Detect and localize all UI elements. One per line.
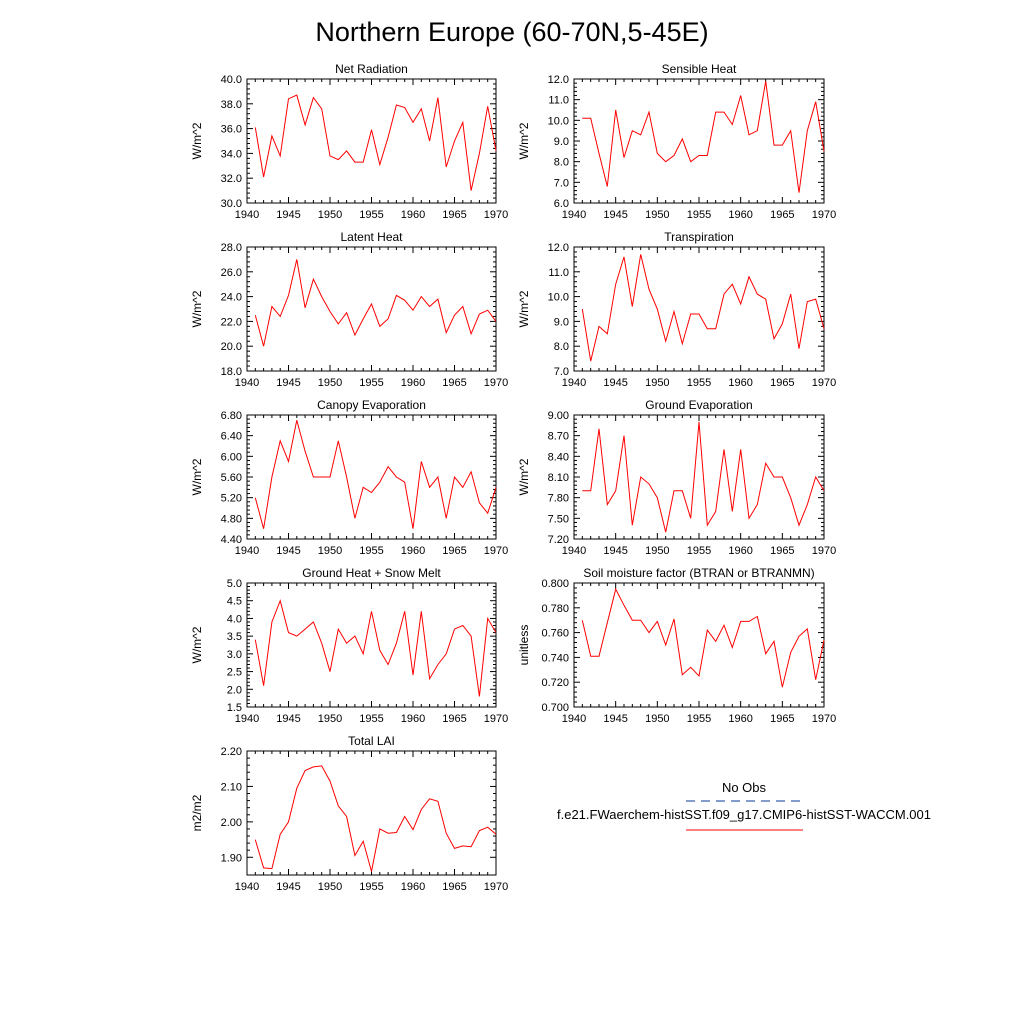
y-tick-label: 9.00 (547, 410, 569, 422)
y-tick-label: 9.0 (553, 136, 569, 148)
x-tick-label: 1950 (645, 545, 670, 557)
x-tick-label: 1940 (561, 713, 587, 725)
y-tick-label: 0.760 (541, 627, 569, 640)
x-tick-label: 1965 (770, 545, 795, 557)
y-tick-label: 36.0 (220, 123, 242, 136)
x-tick-label: 1960 (400, 209, 426, 221)
x-tick-label: 1955 (686, 713, 712, 725)
x-tick-label: 1945 (276, 209, 301, 221)
x-tick-label: 1965 (442, 545, 467, 557)
y-tick-label: 11.0 (548, 266, 569, 279)
plot-frame (247, 247, 496, 371)
y-tick-label: 0.800 (541, 578, 569, 590)
y-tick-label: 8.40 (547, 451, 569, 464)
y-tick-label: 8.0 (553, 341, 569, 354)
x-tick-label: 1955 (359, 209, 384, 221)
y-tick-label: 7.0 (553, 366, 569, 378)
x-tick-label: 1955 (359, 545, 384, 557)
panel-title: Total LAI (348, 734, 395, 748)
y-tick-label: 0.740 (541, 652, 569, 665)
panel-6 (517, 398, 836, 557)
x-tick-label: 1950 (645, 713, 670, 725)
x-tick-label: 1955 (359, 713, 384, 725)
x-tick-label: 1970 (483, 545, 509, 557)
x-tick-label: 1960 (400, 377, 426, 389)
y-axis-label: W/m^2 (190, 122, 204, 160)
plot-frame (574, 79, 824, 203)
y-tick-label: 4.0 (226, 613, 242, 626)
y-tick-label: 4.40 (220, 534, 242, 546)
x-tick-label: 1945 (603, 713, 628, 725)
y-tick-label: 1.90 (220, 852, 242, 865)
panel-7 (190, 566, 508, 725)
y-axis-label: W/m^2 (517, 458, 531, 496)
y-tick-label: 3.0 (226, 648, 242, 661)
y-axis-label: W/m^2 (190, 626, 204, 664)
y-tick-label: 30.0 (220, 198, 242, 210)
y-tick-label: 2.20 (220, 746, 242, 758)
panel-title: Net Radiation (335, 62, 408, 76)
y-tick-label: 2.10 (220, 781, 242, 794)
series-line (582, 81, 824, 193)
y-tick-label: 32.0 (220, 173, 242, 186)
x-tick-label: 1940 (234, 545, 260, 557)
y-tick-label: 7.50 (547, 513, 569, 526)
panel-4 (517, 230, 836, 389)
plot-frame (247, 79, 496, 203)
series-line (255, 259, 496, 346)
y-tick-label: 10.0 (547, 115, 569, 128)
series-line (582, 422, 824, 532)
panel-title: Transpiration (664, 230, 734, 244)
y-tick-label: 7.80 (547, 492, 569, 505)
x-tick-label: 1950 (317, 377, 343, 389)
x-tick-label: 1940 (234, 209, 260, 221)
y-axis-label: W/m^2 (190, 290, 204, 328)
y-tick-label: 40.0 (220, 74, 242, 86)
legend-obs-label: No Obs (721, 780, 767, 795)
y-tick-label: 2.0 (226, 684, 242, 697)
y-tick-label: 0.720 (541, 677, 569, 690)
y-tick-label: 7.0 (553, 177, 569, 190)
series-line (255, 601, 496, 697)
panel-title: Sensible Heat (661, 62, 737, 76)
x-tick-label: 1955 (359, 881, 384, 893)
y-tick-label: 6.40 (220, 430, 242, 443)
plot-frame (247, 415, 496, 539)
x-tick-label: 1940 (234, 377, 260, 389)
y-tick-label: 11.0 (548, 94, 569, 107)
x-tick-label: 1950 (645, 377, 670, 389)
y-tick-label: 8.0 (553, 156, 569, 169)
x-tick-label: 1955 (686, 545, 712, 557)
plot-frame (574, 583, 824, 707)
y-tick-label: 12.0 (547, 242, 569, 254)
series-line (255, 766, 496, 872)
x-tick-label: 1950 (317, 545, 343, 557)
x-tick-label: 1960 (728, 209, 753, 221)
x-tick-label: 1965 (442, 377, 467, 389)
x-tick-label: 1965 (770, 209, 795, 221)
y-tick-label: 6.00 (220, 451, 242, 464)
series-line (582, 589, 824, 687)
panels (190, 62, 836, 893)
x-tick-label: 1960 (400, 713, 426, 725)
y-tick-label: 12.0 (547, 74, 569, 86)
panel-title: Canopy Evaporation (317, 398, 426, 412)
x-tick-label: 1970 (811, 377, 837, 389)
x-tick-label: 1940 (561, 377, 587, 389)
y-tick-label: 8.70 (547, 430, 569, 443)
y-tick-label: 26.0 (220, 266, 242, 279)
y-tick-label: 9.0 (553, 316, 569, 329)
x-tick-label: 1970 (811, 209, 837, 221)
x-tick-label: 1945 (603, 377, 628, 389)
plot-frame (247, 751, 496, 875)
x-tick-label: 1955 (686, 377, 712, 389)
x-tick-label: 1960 (400, 545, 426, 557)
x-tick-label: 1950 (317, 713, 343, 725)
panel-title: Soil moisture factor (BTRAN or BTRANMN) (583, 566, 815, 580)
series-line (255, 420, 496, 529)
x-tick-label: 1960 (728, 377, 753, 389)
x-tick-label: 1960 (400, 881, 426, 893)
x-tick-label: 1945 (276, 881, 301, 893)
figure-title: Northern Europe (60-70N,5-45E) (315, 17, 709, 47)
x-tick-label: 1955 (686, 209, 712, 221)
y-tick-label: 0.780 (541, 602, 569, 615)
y-tick-label: 3.5 (226, 631, 242, 644)
x-tick-label: 1970 (483, 377, 509, 389)
y-tick-label: 10.0 (547, 291, 569, 304)
panel-title: Latent Heat (340, 230, 403, 244)
x-tick-label: 1940 (561, 209, 587, 221)
x-tick-label: 1965 (442, 209, 467, 221)
y-tick-label: 6.0 (553, 198, 569, 210)
x-tick-label: 1970 (483, 209, 509, 221)
x-tick-label: 1940 (561, 545, 587, 557)
y-tick-label: 8.10 (547, 472, 569, 484)
y-tick-label: 28.0 (220, 242, 242, 254)
y-tick-label: 20.0 (220, 341, 242, 354)
x-tick-label: 1965 (770, 713, 795, 725)
y-tick-label: 5.0 (226, 578, 242, 590)
panel-5 (190, 398, 508, 557)
x-tick-label: 1945 (603, 209, 628, 221)
legend (557, 780, 931, 830)
panel-title: Ground Heat + Snow Melt (302, 566, 441, 580)
y-axis-label: m2/m2 (190, 794, 204, 832)
panel-9 (190, 734, 508, 893)
panel-title: Ground Evaporation (645, 398, 753, 412)
panel-8 (517, 566, 836, 725)
y-axis-label: W/m^2 (517, 290, 531, 328)
x-tick-label: 1965 (442, 881, 467, 893)
plot-frame (574, 415, 824, 539)
x-tick-label: 1945 (276, 713, 301, 725)
x-tick-label: 1950 (317, 209, 343, 221)
x-tick-label: 1965 (770, 377, 795, 389)
panel-1 (190, 62, 508, 221)
panel-3 (190, 230, 508, 389)
x-tick-label: 1970 (811, 713, 837, 725)
x-tick-label: 1960 (728, 713, 753, 725)
x-tick-label: 1955 (359, 377, 384, 389)
x-tick-label: 1970 (483, 713, 509, 725)
y-tick-label: 18.0 (220, 366, 242, 378)
y-axis-label: W/m^2 (517, 122, 531, 160)
y-tick-label: 2.5 (226, 666, 242, 679)
y-tick-label: 5.60 (220, 472, 242, 484)
y-tick-label: 4.80 (220, 513, 242, 526)
y-tick-label: 6.80 (220, 410, 242, 422)
y-tick-label: 0.700 (541, 702, 569, 714)
x-tick-label: 1940 (234, 713, 260, 725)
y-tick-label: 22.0 (220, 316, 242, 329)
x-tick-label: 1945 (276, 545, 301, 557)
series-line (582, 254, 824, 361)
y-tick-label: 38.0 (220, 98, 242, 111)
y-axis-label: W/m^2 (190, 458, 204, 496)
y-tick-label: 2.00 (220, 816, 242, 829)
x-tick-label: 1945 (276, 377, 301, 389)
y-tick-label: 24.0 (220, 291, 242, 304)
panel-2 (517, 62, 836, 221)
x-tick-label: 1950 (317, 881, 343, 893)
plot-frame (247, 583, 496, 707)
series-line (255, 95, 496, 191)
x-tick-label: 1960 (728, 545, 753, 557)
x-tick-label: 1970 (811, 545, 837, 557)
y-tick-label: 34.0 (220, 148, 242, 161)
y-axis-label: unitless (517, 624, 531, 666)
x-tick-label: 1970 (483, 881, 509, 893)
y-tick-label: 7.20 (547, 534, 569, 546)
x-tick-label: 1940 (234, 881, 260, 893)
y-tick-label: 1.5 (226, 702, 242, 714)
x-tick-label: 1950 (645, 209, 670, 221)
y-tick-label: 5.20 (220, 492, 242, 505)
x-tick-label: 1945 (603, 545, 628, 557)
x-tick-label: 1965 (442, 713, 467, 725)
legend-model-label: f.e21.FWaerchem-histSST.f09_g17.CMIP6-histSST-WACCM.001 (557, 807, 931, 822)
y-tick-label: 4.5 (226, 595, 242, 608)
